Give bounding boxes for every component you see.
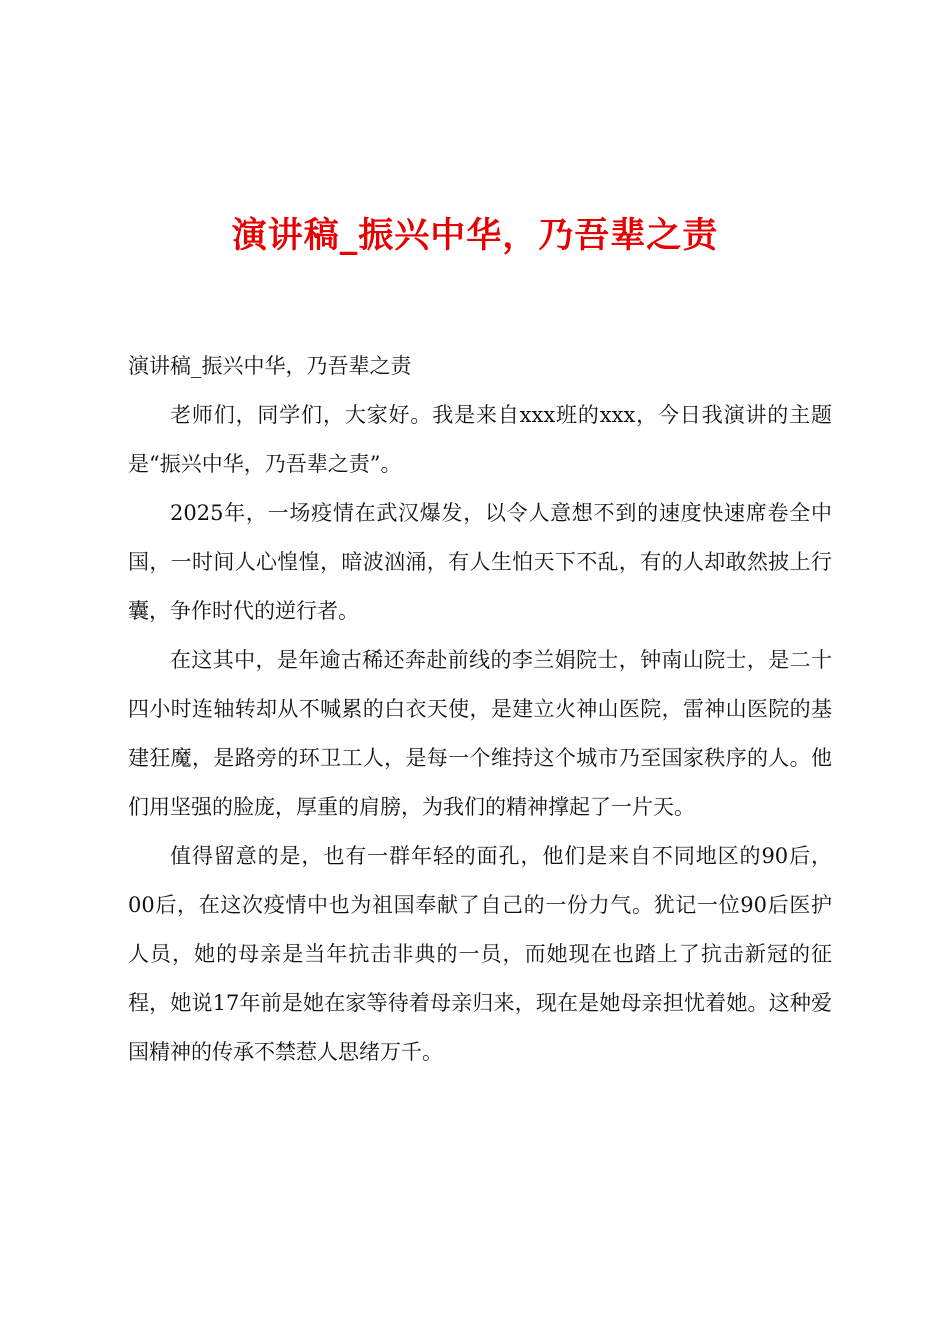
document-title: 演讲稿_振兴中华，乃吾辈之责 xyxy=(231,215,719,256)
document-body xyxy=(128,342,832,1077)
paragraph-outbreak: 2025年，一场疫情在武汉爆发，以令人意想不到的速度快速席卷全中国，一时间人心惶惶，暗波汹涌，有人生怕天下不乱，有的人却敢然披上行囊，争作时代的逆行者。 xyxy=(128,501,832,623)
subtitle-line: 演讲稿_振兴中华，乃吾辈之责 xyxy=(128,354,412,378)
paragraph-heroes: 在这其中，是年逾古稀还奔赴前线的李兰娟院士，钟南山院士，是二十四小时连轴转却从不喊累的白衣天使，是建立火神山医院，雷神山医院的基建狂魔，是路旁的环卫工人，是每一个维持这个城市乃至国家秩序的人。他们用坚强的脸庞，厚重的肩膀，为我们的精神撑起了一片天。 xyxy=(128,648,832,819)
paragraph-greeting: 老师们，同学们，大家好。我是来自xxx班的xxx，今日我演讲的主题是“振兴中华，乃吾辈之责”。 xyxy=(128,403,832,476)
paragraph-youth: 值得留意的是，也有一群年轻的面孔，他们是来自不同地区的90后，00后，在这次疫情中也为祖国奉献了自己的一份力气。犹记一位90后医护人员，她的母亲是当年抗击非典的一员，而她现在也踏上了抗击新冠的征程，她说17年前是她在家等待着母亲归来，现在是她母亲担忧着她。这种爱国精神的传承不禁惹人思绪万千。 xyxy=(128,844,832,1064)
